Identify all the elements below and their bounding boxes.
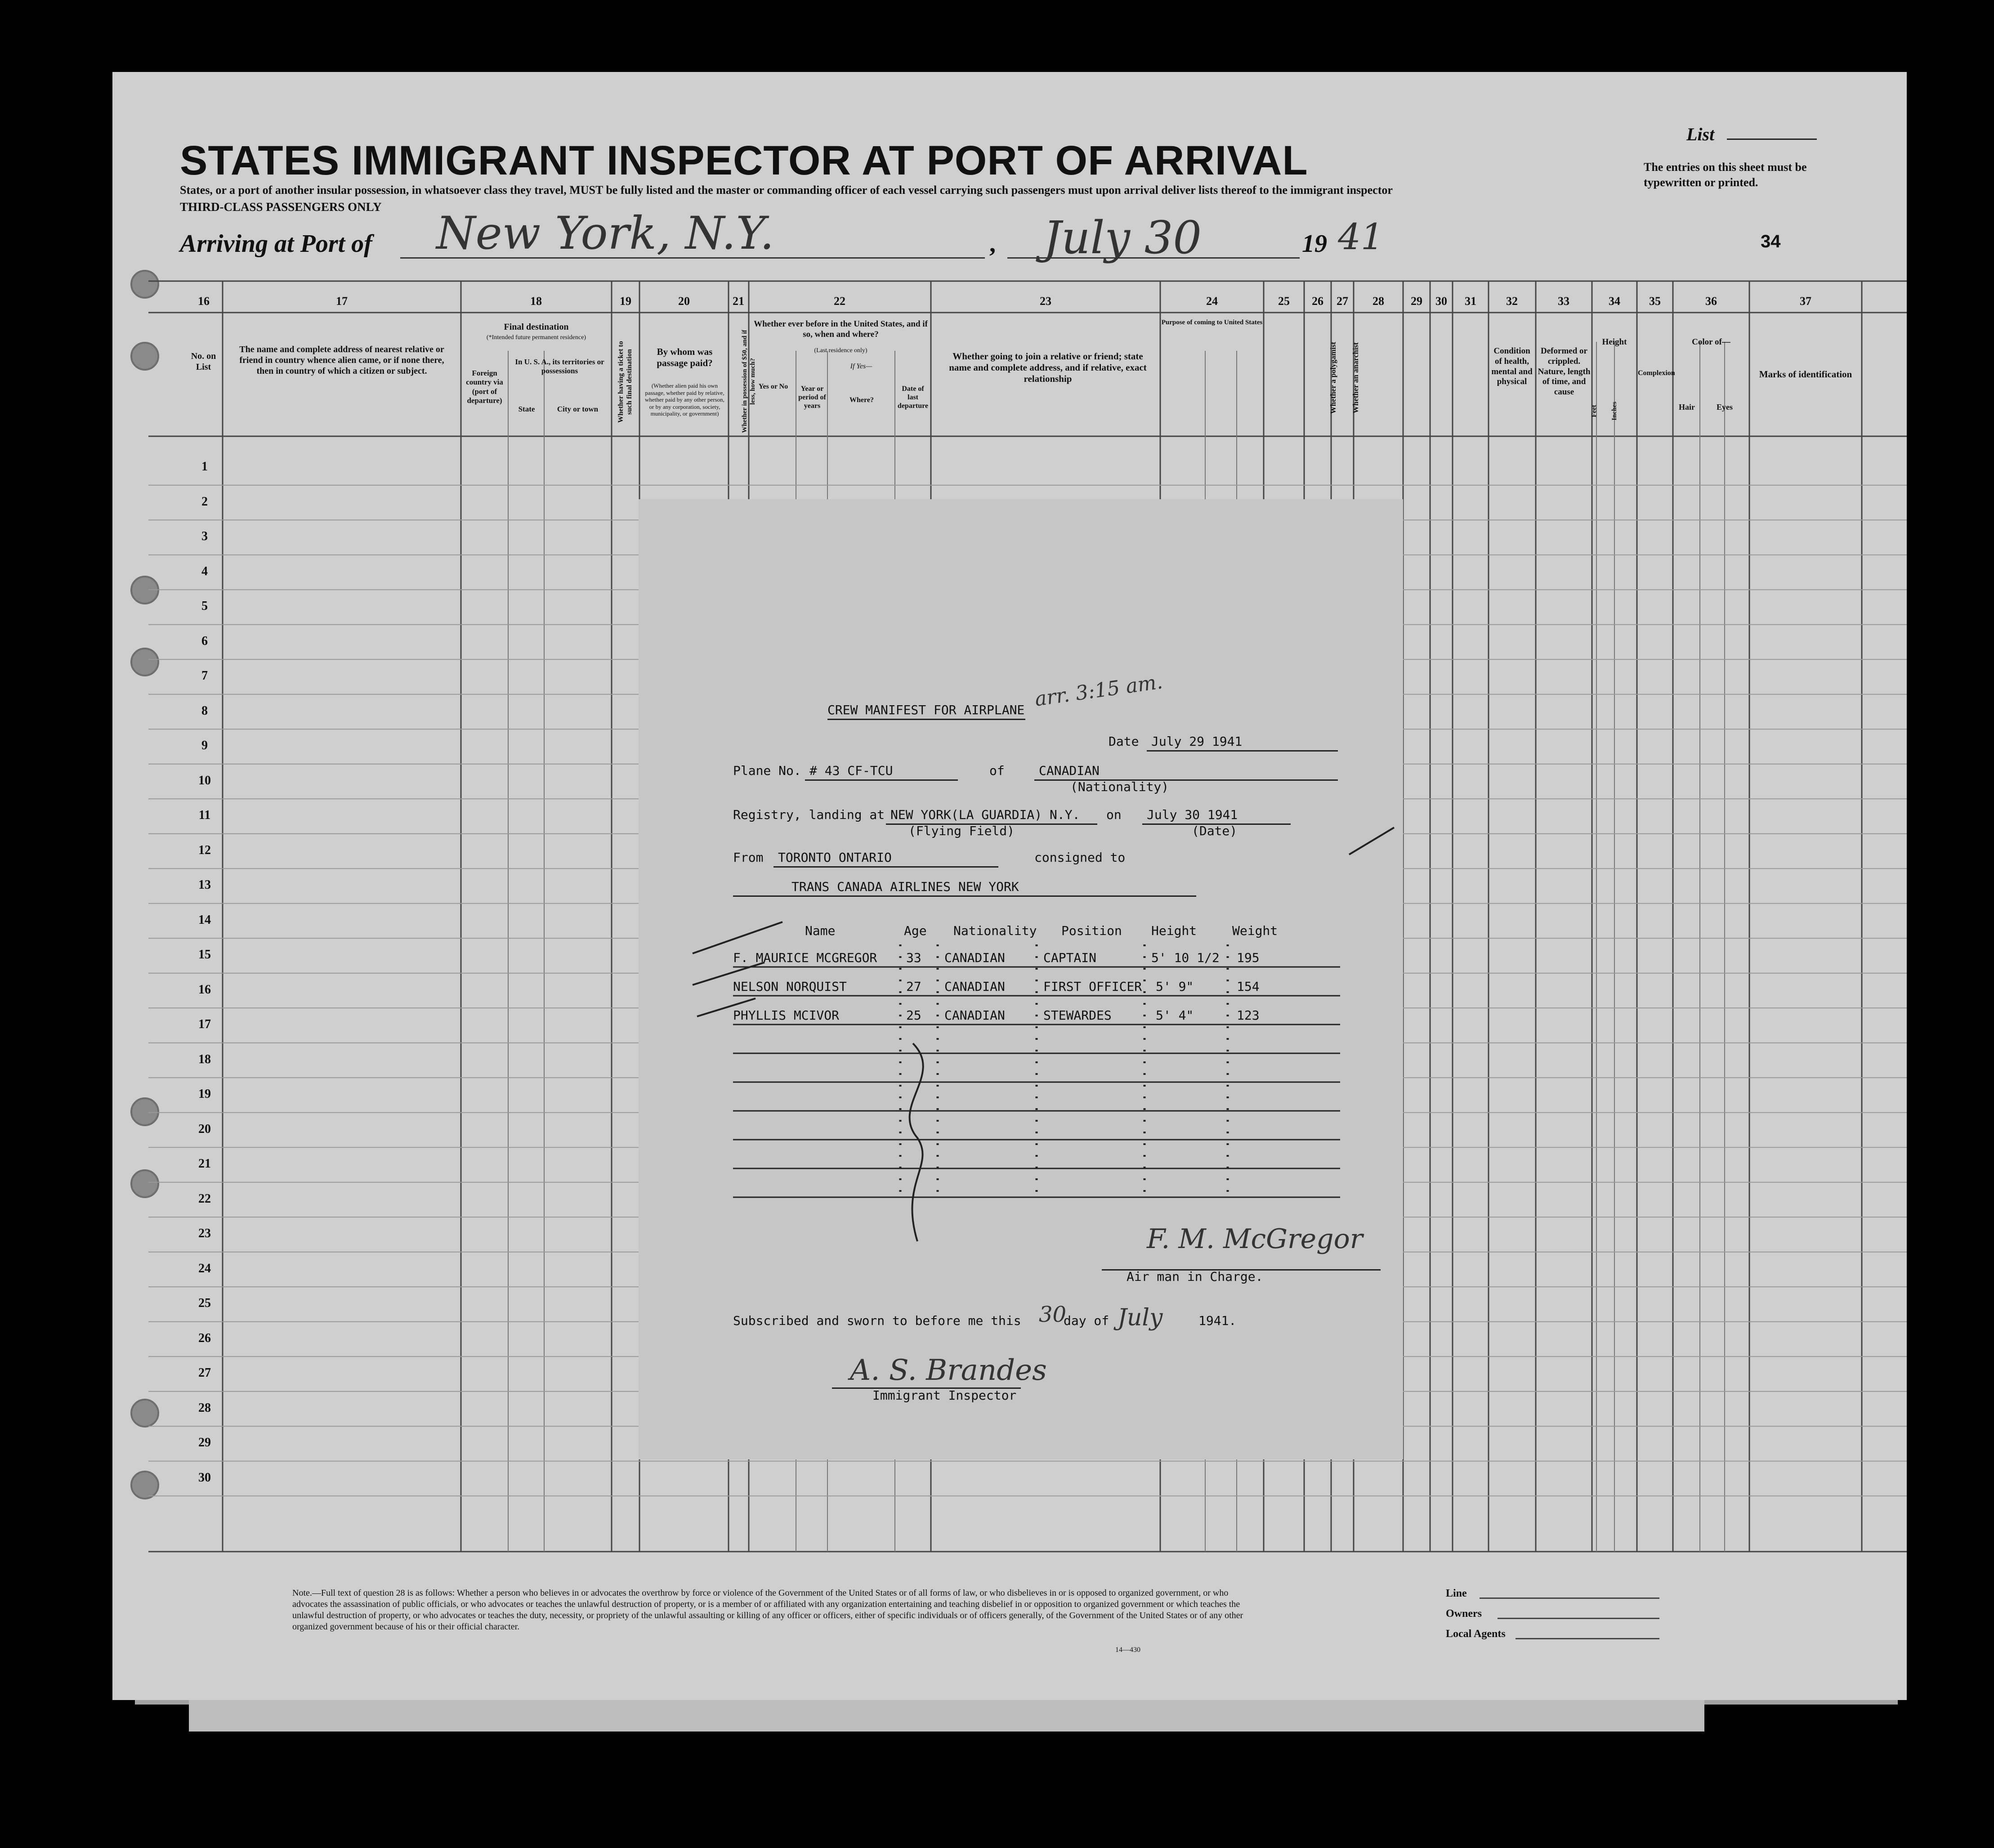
row-number: 29 (198, 1436, 211, 1450)
row-number: 17 (198, 1017, 211, 1031)
crew-header-weight: Weight (1232, 923, 1278, 938)
airman-signature: F. M. McGregor (1147, 1223, 1363, 1255)
row-number: 10 (198, 773, 211, 788)
column-header-last-departure: Date of last departure (897, 385, 929, 410)
owners-label: Owners (1446, 1608, 1482, 1620)
crew-age: 27 (906, 979, 921, 994)
line-label: Line (1446, 1588, 1467, 1599)
column-header-color: Color of— (1692, 337, 1730, 347)
column-number: 26 (1312, 295, 1323, 308)
landing-field: NEW YORK(LA GUARDIA) N.Y. (890, 807, 1080, 822)
owners-field (1498, 1618, 1659, 1619)
sworn-day: 30 (1039, 1302, 1067, 1327)
sheet-number: 34 (1761, 232, 1781, 251)
column-header-health: Condition of health, mental and physical (1491, 346, 1533, 387)
year-prefix: 19 (1302, 230, 1327, 258)
origin-city: TORONTO ONTARIO (778, 850, 892, 865)
column-number: 18 (530, 295, 542, 308)
column-header-join-relative: Whether going to join a relative or friend; state name and complete address, and if relative, exact relationship (949, 351, 1147, 385)
form-subtitle: States, or a port of another insular possession, in whatsoever class they travel, MUST be fully listed and the master or commanding officer of each vessel carrying such passengers must upon arrival deliver lists thereof to the immigrant inspector (180, 183, 1393, 197)
column-header-feet: Feet (1591, 405, 1598, 417)
column-header-city: City or town (557, 405, 599, 413)
crew-nationality: CANADIAN (944, 950, 1005, 965)
row-number: 20 (198, 1122, 211, 1136)
row-number: 6 (201, 634, 208, 648)
crew-position: FIRST OFFICER (1043, 979, 1142, 994)
column-header-polygamist: Whether a polygamist (1328, 342, 1337, 414)
column-number: 34 (1609, 295, 1620, 308)
column-number: 27 (1337, 295, 1348, 308)
row-number: 16 (198, 982, 211, 997)
crew-header-age: Age (904, 923, 927, 938)
column-number: 23 (1040, 295, 1051, 308)
column-number: 36 (1705, 295, 1717, 308)
crew-age: 25 (906, 1008, 921, 1023)
form-title: STATES IMMIGRANT INSPECTOR AT PORT OF ARRIVAL (180, 138, 1308, 183)
row-number: 11 (198, 808, 211, 822)
manifest-heading: CREW MANIFEST FOR AIRPLANE (827, 703, 1025, 717)
row-number: 22 (198, 1191, 211, 1206)
comma: , (989, 230, 996, 258)
column-header-relative-address: The name and complete address of nearest relative or friend in country whence alien came, or if none there, then in country of which a citizen or subject. (239, 345, 444, 376)
of-label: of (989, 763, 1005, 778)
manifest-date: July 29 1941 (1151, 734, 1243, 749)
form-code: 14—430 (1115, 1646, 1140, 1654)
crew-name: PHYLLIS MCIVOR (733, 1008, 840, 1023)
column-number: 20 (678, 295, 690, 308)
column-number: 32 (1506, 295, 1518, 308)
crew-header-position: Position (1061, 923, 1122, 938)
landing-date: July 30 1941 (1147, 807, 1238, 822)
row-number: 8 (201, 703, 208, 718)
manifest-sheet (112, 72, 1907, 1700)
crew-header-nationality: Nationality (953, 923, 1037, 938)
date-label: Date (1109, 734, 1139, 749)
nationality-caption: (Nationality) (1070, 779, 1169, 794)
row-number: 23 (198, 1226, 211, 1240)
column-header-state: State (518, 405, 535, 413)
consigned-label: consigned to (1034, 850, 1126, 865)
row-number: 4 (201, 564, 208, 578)
row-number: 27 (198, 1366, 211, 1380)
row-number: 19 (198, 1087, 211, 1101)
list-label: List (1686, 124, 1715, 144)
column-header-passage-note: (Whether alien paid his own passage, whether paid by relative, whether paid by any other person, or by any corporation, society, municipality, or government) (645, 382, 724, 417)
arrival-date-handwritten: July 30 (1043, 211, 1202, 264)
column-header-period: Year or period of years (798, 385, 826, 410)
column-number: 25 (1278, 295, 1290, 308)
local-agents-field (1516, 1638, 1659, 1639)
column-header-where: Where? (849, 396, 874, 404)
sworn-month: July (1118, 1304, 1163, 1331)
crew-name: NELSON NORQUIST (733, 979, 847, 994)
crew-nationality: CANADIAN (944, 979, 1005, 994)
row-number: 14 (198, 913, 211, 927)
column-number: 28 (1373, 295, 1384, 308)
row-number: 26 (198, 1331, 211, 1345)
column-header-before-note: (Last residence only) (814, 347, 867, 354)
crew-nationality: CANADIAN (944, 1008, 1005, 1023)
inspector-caption: Immigrant Inspector (872, 1388, 1017, 1403)
sworn-statement: Subscribed and sworn to before me this (733, 1313, 1021, 1328)
column-number: 21 (733, 295, 744, 308)
column-header-marks: Marks of identification (1759, 369, 1852, 380)
inspector-signature: A. S. Brandes (850, 1354, 1047, 1387)
column-number: 22 (834, 295, 845, 308)
year-handwritten: 41 (1338, 216, 1384, 258)
row-number: 30 (198, 1470, 211, 1485)
crew-weight: 123 (1237, 1008, 1260, 1023)
column-header-destination-note: (*Intended future permanent residence) (486, 334, 586, 341)
column-header-eyes: Eyes (1717, 403, 1733, 412)
row-number: 2 (201, 494, 208, 509)
typewritten-instructions: The entries on this sheet must be typewritten or printed. (1644, 161, 1807, 189)
column-number: 16 (198, 295, 210, 308)
row-number: 1 (201, 460, 208, 474)
row-number: 15 (198, 948, 211, 962)
row-number: 18 (198, 1052, 211, 1066)
column-header-height: Height (1602, 337, 1627, 347)
crew-height: 5' 4" (1156, 1008, 1194, 1023)
row-number: 24 (198, 1261, 211, 1275)
crew-header-height: Height (1151, 923, 1197, 938)
plane-label: Plane No. (733, 763, 801, 778)
column-header-if-yes: If Yes— (850, 362, 872, 370)
crew-height: 5' 10 1/2 (1151, 950, 1220, 965)
crew-position: CAPTAIN (1043, 950, 1097, 965)
column-header-purpose: Purpose of coming to United States (1161, 319, 1263, 326)
column-number: 35 (1649, 295, 1661, 308)
column-number: 33 (1558, 295, 1569, 308)
crew-weight: 195 (1237, 950, 1260, 965)
row-number: 5 (201, 599, 208, 613)
local-agents-label: Local Agents (1446, 1628, 1506, 1640)
column-header-anarchist: Whether an anarchist (1351, 342, 1360, 414)
port-handwritten: New York, N.Y. (436, 207, 774, 260)
column-number: 29 (1411, 295, 1422, 308)
column-header-fifty-dollars: Whether in possession of $50, and if less, how much? (741, 330, 756, 433)
column-number: 24 (1206, 295, 1218, 308)
column-number: 37 (1800, 295, 1811, 308)
crew-name: F. MAURICE MCGREGOR (733, 950, 877, 965)
on-label: on (1106, 807, 1122, 822)
row-number: 3 (201, 529, 208, 543)
airman-caption: Air man in Charge. (1127, 1269, 1263, 1284)
column-header-yes-no: Yes or No (758, 383, 788, 390)
column-header-ticket: Whether having a ticket to such final destination (617, 341, 633, 423)
column-header-before-in-us: Whether ever before in the United States, and if so, when and where? (754, 319, 928, 339)
row-number: 12 (198, 843, 211, 857)
flying-field-caption: (Flying Field) (908, 823, 1015, 838)
column-header-deformed: Deformed or crippled. Nature, length of time, and cause (1538, 346, 1591, 397)
row-number: 13 (198, 878, 211, 892)
crew-position: STEWARDES (1043, 1008, 1112, 1023)
row-number: 28 (198, 1401, 211, 1415)
column-number: 30 (1435, 295, 1447, 308)
crew-age: 33 (906, 950, 921, 965)
column-header-complexion: Complexion (1638, 369, 1675, 377)
column-header-list-number: No. on List (191, 351, 216, 372)
crew-weight: 154 (1237, 979, 1260, 994)
column-number: 17 (336, 295, 348, 308)
column-header-passage-paid: By whom was passage paid? (657, 346, 713, 369)
date-caption: (Date) (1192, 823, 1238, 838)
arrival-time-note: arr. 3:15 am. (1033, 670, 1164, 711)
line-field (1480, 1597, 1659, 1599)
day-of-label: day of (1064, 1313, 1109, 1328)
sworn-year: 1941. (1198, 1313, 1237, 1328)
column-header-in-usa: In U. S. A., its territories or possessions (515, 358, 604, 376)
plane-number: # 43 CF-TCU (809, 763, 893, 778)
column-header-final-destination: Final destination (504, 322, 569, 332)
row-number: 21 (198, 1157, 211, 1171)
column-number: 19 (620, 295, 631, 308)
from-label: From (733, 850, 764, 865)
column-number: 31 (1465, 295, 1476, 308)
crew-height: 5' 9" (1156, 979, 1194, 994)
crew-manifest-attachment (639, 499, 1403, 1459)
column-header-hair: Hair (1679, 403, 1695, 412)
arriving-label: Arriving at Port of (180, 230, 372, 258)
column-header-foreign-country: Foreign country via (port of departure) (466, 369, 503, 405)
question-28-note: Note.—Full text of question 28 is as follows: Whether a person who believes in or advocates the overthrow by force or violence of the Government of the United States or of all forms of law, or who disbelieves in or is opposed to organized government, or who advocates the assassination of public officials, or who advocates or teaches the unlawful destruction of property, or is a member of or affiliated with any organization entertaining and teaching disbelief in or opposition to organized government or which teaches the unlawful destruction of property, or who advocates or teaches the duty, necessity, or propriety of the unlawful assaulting or killing of any officer or officers, either of specific individuals or of officers generally, of the Government of the United States or of any other organized government because of his or their official character. (292, 1588, 1243, 1632)
crew-header-name: Name (805, 923, 836, 938)
row-number: 9 (201, 738, 208, 752)
row-number: 25 (198, 1296, 211, 1310)
registry-label: Registry, landing at (733, 807, 885, 822)
form-class-label: THIRD-CLASS PASSENGERS ONLY (180, 200, 382, 214)
column-header-inches: Inches (1611, 402, 1618, 421)
consignee: TRANS CANADA AIRLINES NEW YORK (791, 879, 1019, 894)
row-number: 7 (201, 669, 208, 683)
nationality-value: CANADIAN (1039, 763, 1100, 778)
